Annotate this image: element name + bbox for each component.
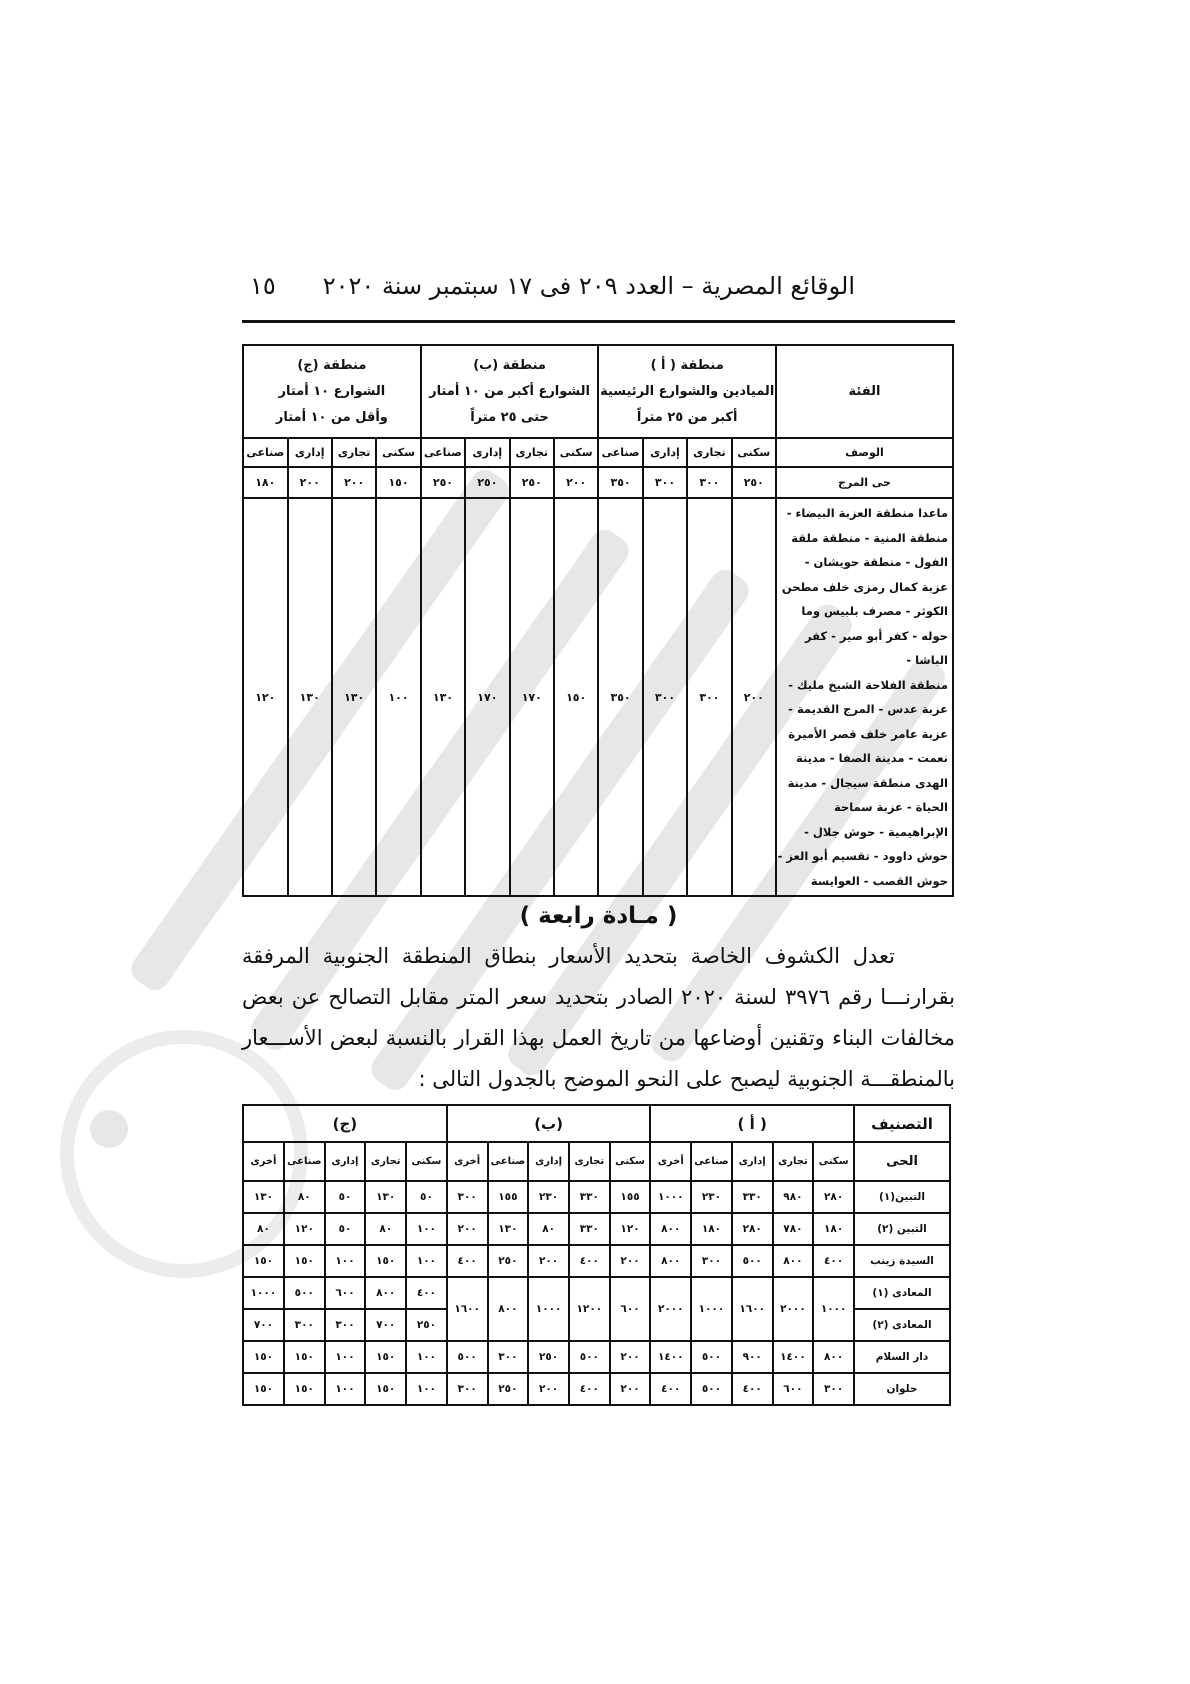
price-cell: ١٥٠: [284, 1245, 325, 1277]
price-cell: ١٠٠٠: [528, 1277, 569, 1341]
zone-name: منطقة ( أ ): [650, 357, 724, 373]
price-cell: ٣٣٠: [732, 1181, 773, 1213]
usage-header: سكنى: [376, 438, 420, 467]
district-label: السيدة زينب: [854, 1245, 950, 1277]
usage-header: تجارى: [510, 438, 554, 467]
usage-header: سكنى: [732, 438, 776, 467]
price-cell: ٤٠٠: [447, 1245, 488, 1277]
price-cell: ٣٠٠: [488, 1341, 529, 1373]
district-label: التبين(١): [854, 1181, 950, 1213]
price-cell: ١٥٠: [243, 1373, 284, 1405]
price-cell: ١٥٠: [365, 1373, 406, 1405]
usage-header: إدارى: [528, 1142, 569, 1181]
zone-header: [598, 345, 776, 438]
price-cell: ٨٠٠: [650, 1245, 691, 1277]
price-cell: ٢٠٠: [528, 1245, 569, 1277]
price-cell: ٣٠٠: [447, 1373, 488, 1405]
price-cell: ٢٥٠: [732, 467, 776, 498]
price-cell: ٨٠٠: [650, 1213, 691, 1245]
description-line: الحياة - عزبة سماحة: [833, 800, 948, 814]
usage-header: تجارى: [687, 438, 731, 467]
price-cell: ٣٠٠: [687, 467, 731, 498]
price-cell: ١٥٠: [365, 1245, 406, 1277]
price-cell: ٢٥٠: [421, 467, 465, 498]
zone-line1: الشوارع أكبر من ١٠ أمتار: [429, 383, 590, 399]
price-cell: ٥٠٠: [569, 1341, 610, 1373]
price-cell: ٧٠٠: [365, 1309, 406, 1341]
table-row: [243, 1181, 950, 1213]
price-cell: ٣٥٠: [598, 467, 642, 498]
zone-header: [421, 345, 599, 438]
article-title: ( مـادة رابعة ): [519, 903, 678, 929]
zone-header: (ج): [243, 1105, 447, 1142]
price-cell: ٢٠٠: [610, 1373, 651, 1405]
price-cell: ٣٣٠: [569, 1181, 610, 1213]
usage-header: أخرى: [650, 1142, 691, 1181]
price-cell: ٤٠٠: [569, 1373, 610, 1405]
zone-name: منطقة (ب): [473, 357, 546, 373]
description-line: عزبة كمال رمزى خلف مطحن: [781, 579, 948, 594]
price-cell: ١٠٠: [406, 1373, 447, 1405]
price-cell: ٤٠٠: [406, 1277, 447, 1309]
price-cell: ١٦٠٠: [732, 1277, 773, 1341]
price-cell: ٢٠٠: [610, 1341, 651, 1373]
price-cell: ٣٠٠: [284, 1309, 325, 1341]
district-label: دار السلام: [854, 1341, 950, 1373]
price-cell: ١٤٠٠: [650, 1341, 691, 1373]
price-cell: ٢٠٠: [554, 467, 598, 498]
price-cell: ٣٠٠: [643, 467, 687, 498]
price-cell: ١٥٥: [610, 1181, 651, 1213]
usage-header: سكنى: [813, 1142, 854, 1181]
price-cell: ١٨٠: [243, 467, 288, 498]
table-row: [243, 467, 953, 498]
price-cell: ٢٥٠: [510, 467, 554, 498]
price-cell: ١٦٠٠: [447, 1277, 488, 1341]
row-label-description: [776, 498, 953, 896]
row-label: حى المرج: [776, 467, 953, 498]
price-cell: ١٠٠٠: [650, 1181, 691, 1213]
zone-header: [243, 345, 421, 438]
usage-header: سكنى: [610, 1142, 651, 1181]
price-cell: ٥٠٠: [732, 1245, 773, 1277]
price-cell: ١٠٠٠: [813, 1277, 854, 1341]
usage-header: تجارى: [569, 1142, 610, 1181]
usage-header: أخرى: [447, 1142, 488, 1181]
price-cell: ٨٠: [528, 1213, 569, 1245]
district-header: الحى: [854, 1142, 950, 1181]
price-cell: ٣٠٠: [687, 498, 731, 896]
price-cell: ١٤٠٠: [773, 1341, 814, 1373]
price-cell: ٤٠٠: [569, 1245, 610, 1277]
district-label: المعادى (٢): [854, 1309, 950, 1341]
pricing-table-south: [242, 1104, 951, 1406]
usage-header: تجارى: [773, 1142, 814, 1181]
usage-header: إدارى: [465, 438, 509, 467]
price-cell: ٨٠٠: [488, 1277, 529, 1341]
price-cell: ٨٠٠: [773, 1245, 814, 1277]
zone-line1: الشوارع ١٠ أمتار: [278, 383, 386, 399]
description-line: منطقة الفلاحة الشيخ مليك -: [788, 677, 948, 692]
price-cell: ١٠٠: [325, 1341, 366, 1373]
price-cell: ٥٠: [325, 1213, 366, 1245]
price-cell: ١٢٠: [610, 1213, 651, 1245]
description-line: عزبة عامر خلف قصر الأميرة: [788, 726, 948, 741]
price-cell: ٥٠٠: [284, 1277, 325, 1309]
price-cell: ٢٠٠: [332, 467, 376, 498]
price-cell: ٣٠٠: [325, 1309, 366, 1341]
page-header: [242, 272, 955, 312]
price-cell: ٢٨٠: [732, 1213, 773, 1245]
price-cell: ١٠٠: [376, 498, 420, 896]
pricing-table-marg: [242, 344, 954, 897]
usage-header: إدارى: [732, 1142, 773, 1181]
price-cell: ٢٠٠: [528, 1373, 569, 1405]
price-cell: ٥٠: [406, 1181, 447, 1213]
price-cell: ٣٥٠: [598, 498, 642, 896]
price-cell: ١٢٠: [243, 498, 288, 896]
price-cell: ١٥٠: [554, 498, 598, 896]
description-line: الفول - منطقة حويشان -: [804, 555, 948, 569]
price-cell: ١٨٠: [813, 1213, 854, 1245]
price-cell: ٢٠٠: [288, 467, 332, 498]
price-cell: ٥٠: [325, 1181, 366, 1213]
description-line: الإبراهيمية - حوش جلال -: [804, 824, 948, 839]
price-cell: ١٥٠: [284, 1373, 325, 1405]
price-cell: ١٠٠٠: [243, 1277, 284, 1309]
price-cell: ٢٠٠: [610, 1245, 651, 1277]
price-cell: ٥٠٠: [447, 1341, 488, 1373]
price-cell: ١٠٠: [406, 1213, 447, 1245]
description-line: حوش داوود - تقسيم أبو العز -: [777, 849, 948, 863]
table-row: [243, 498, 953, 896]
price-cell: ٢٣٠: [528, 1181, 569, 1213]
district-label: حلوان: [854, 1373, 950, 1405]
price-cell: ٦٠٠: [325, 1277, 366, 1309]
price-cell: ٤٠٠: [732, 1373, 773, 1405]
price-cell: ٢٥٠: [406, 1309, 447, 1341]
usage-header: سكنى: [554, 438, 598, 467]
table-row: [243, 1373, 950, 1405]
price-cell: ١٣٠: [421, 498, 465, 896]
zone-line2: وأقل من ١٠ أمتار: [275, 409, 388, 425]
price-cell: ٥٠٠: [691, 1341, 732, 1373]
usage-header: صناعى: [284, 1142, 325, 1181]
gazette-title: الوقائع المصرية – العدد ٢٠٩ فى ١٧ سبتمبر سنة ٢٠٢٠: [322, 272, 855, 300]
description-line: الكوثر - مصرف بلبيس وما: [801, 604, 948, 618]
usage-header: تجارى: [332, 438, 376, 467]
price-cell: ٤٠٠: [650, 1373, 691, 1405]
price-cell: ١٧٠: [510, 498, 554, 896]
description-header: الوصف: [776, 438, 953, 467]
price-cell: ٣٠٠: [643, 498, 687, 896]
table-row: [243, 1245, 950, 1277]
header-rule: [242, 320, 955, 323]
price-cell: ١٠٠: [325, 1245, 366, 1277]
usage-header: تجارى: [365, 1142, 406, 1181]
usage-header: إدارى: [288, 438, 332, 467]
usage-header: صناعى: [691, 1142, 732, 1181]
price-cell: ٧٠٠: [243, 1309, 284, 1341]
zone-line2: حتى ٢٥ متراً: [470, 409, 549, 425]
price-cell: ٢٨٠: [813, 1181, 854, 1213]
price-cell: ٩٨٠: [773, 1181, 814, 1213]
price-cell: ٨٠: [243, 1213, 284, 1245]
price-cell: ٢٠٠: [732, 498, 776, 896]
price-cell: ١٢٠٠: [569, 1277, 610, 1341]
zone-line2: أكبر من ٢٥ متراً: [636, 409, 738, 425]
table-row: [243, 1341, 950, 1373]
price-cell: ٨٠٠: [365, 1277, 406, 1309]
usage-header: سكنى: [406, 1142, 447, 1181]
price-cell: ١٠٠: [406, 1245, 447, 1277]
price-cell: ١٥٥: [488, 1181, 529, 1213]
price-cell: ٢٠٠٠: [650, 1277, 691, 1341]
price-cell: ١٣٠: [365, 1181, 406, 1213]
price-cell: ٤٠٠: [813, 1245, 854, 1277]
description-line: حوش القصب - العوايسة: [810, 873, 948, 888]
page-number: ١٥: [250, 272, 276, 300]
classification-header: التصنيف: [854, 1105, 950, 1142]
description-line: ماعدا منطقة العزبة البيضاء -: [786, 506, 948, 520]
price-cell: ٥٠٠: [691, 1373, 732, 1405]
price-cell: ٣٣٠: [569, 1213, 610, 1245]
table-row: [243, 1277, 950, 1309]
zone-line1: الميادين والشوارع الرئيسية: [600, 383, 775, 399]
price-cell: ١٠٠٠: [691, 1277, 732, 1341]
zone-header: (ب): [447, 1105, 651, 1142]
price-cell: ١٣٠: [243, 1181, 284, 1213]
price-cell: ٢٥٠: [465, 467, 509, 498]
price-cell: ٢٠٠٠: [773, 1277, 814, 1341]
zone-header: ( أ ): [650, 1105, 854, 1142]
price-cell: ٦٠٠: [610, 1277, 651, 1341]
price-cell: ١٠٠: [325, 1373, 366, 1405]
price-cell: ١٥٠: [243, 1245, 284, 1277]
usage-header: إدارى: [643, 438, 687, 467]
usage-header: صناعى: [488, 1142, 529, 1181]
price-cell: ٨٠٠: [813, 1341, 854, 1373]
price-cell: ٣٠٠: [813, 1373, 854, 1405]
article-text: تعدل الكشوف الخاصة بتحديد الأسعار بنطاق المنطقة الجنوبية المرفقة بقرارنـــا رقم ٣٩٧٦ لسنة ٢٠٢٠ الصادر بتحديد سعر المتر مقابل التصالح عن بعض مخالفات البناء وتقنين أوضاعها من تاريخ العمل بهذا القرار بالنسبة لبعض الأســـعار بالمنطقـــة الجنوبية ليصبح على النحو الموضح بالجدول التالى :: [242, 944, 955, 1091]
district-label: التبين (٢): [854, 1213, 950, 1245]
price-cell: ٢٥٠: [528, 1341, 569, 1373]
price-cell: ١٢٠: [284, 1213, 325, 1245]
price-cell: ٢٥٠: [488, 1245, 529, 1277]
description-line: عزبة عدس - المرج القديمة -: [788, 702, 948, 716]
description-line: حوله - كفر أبو صير - كفر الباشا -: [804, 628, 948, 667]
price-cell: ١٣٠: [332, 498, 376, 896]
price-cell: ٩٠٠: [732, 1341, 773, 1373]
price-cell: ٢٠٠: [447, 1213, 488, 1245]
zone-name: منطقة (ج): [297, 357, 367, 373]
price-cell: ٨٠: [365, 1213, 406, 1245]
price-cell: ٧٨٠: [773, 1213, 814, 1245]
price-cell: ٨٠: [284, 1181, 325, 1213]
category-header: الفئة: [776, 345, 953, 438]
description-line: الهدى منطقة سيجال - مدينة: [787, 775, 948, 790]
usage-header: صناعى: [598, 438, 642, 467]
price-cell: ٣٠٠: [691, 1245, 732, 1277]
usage-header: صناعى: [243, 438, 288, 467]
description-line: نعمت - مدينة الصفا - مدينة: [796, 751, 948, 765]
price-cell: ٣٠٠: [447, 1181, 488, 1213]
price-cell: ٢٥٠: [488, 1373, 529, 1405]
price-cell: ٦٠٠: [773, 1373, 814, 1405]
price-cell: ١٥٠: [376, 467, 420, 498]
price-cell: ١٥٠: [243, 1341, 284, 1373]
usage-header: أخرى: [243, 1142, 284, 1181]
price-cell: ١٣٠: [288, 498, 332, 896]
price-cell: ١٠٠: [406, 1341, 447, 1373]
usage-header: صناعى: [421, 438, 465, 467]
price-cell: ١٧٠: [465, 498, 509, 896]
price-cell: ١٣٠: [488, 1213, 529, 1245]
price-cell: ٢٣٠: [691, 1181, 732, 1213]
district-label: المعادى (١): [854, 1277, 950, 1309]
price-cell: ١٥٠: [284, 1341, 325, 1373]
table-row: [243, 1213, 950, 1245]
price-cell: ١٨٠: [691, 1213, 732, 1245]
usage-header: إدارى: [325, 1142, 366, 1181]
description-line: منطقة المنية - منطقة ملقة: [791, 530, 948, 545]
price-cell: ١٥٠: [365, 1341, 406, 1373]
